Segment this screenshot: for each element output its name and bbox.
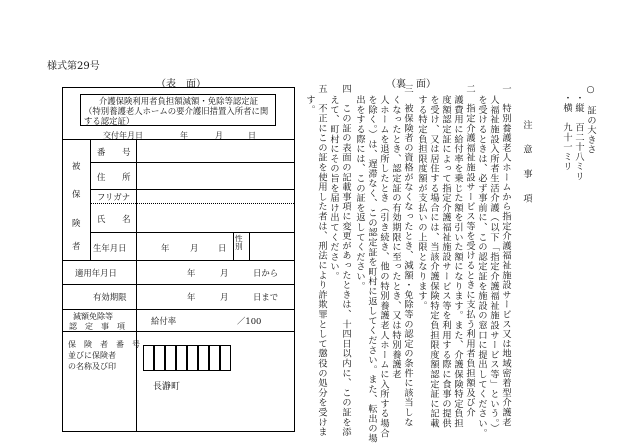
insurer-label-line2: 並びに保険者 (68, 351, 116, 360)
grid-line (63, 139, 294, 140)
name-label: 氏 名 (97, 214, 131, 224)
expiry-date-label: 有効期限 (93, 292, 127, 302)
front-side-heading: （表 面） (156, 79, 206, 90)
gender-label: 性別 (235, 234, 243, 252)
start-year-unit: 年 (187, 268, 196, 278)
reduction-label-line2: 認 定 事 項 (69, 322, 125, 331)
card-size-height: ・縦 百二十八ミリ (573, 93, 584, 182)
insurer-label-line3: の名称及び印 (68, 362, 116, 371)
note-5-col-2: す。 (304, 95, 315, 115)
grid-line (90, 189, 294, 190)
start-date-suffix: 日から (253, 268, 279, 278)
grid-line (90, 232, 294, 233)
insurer-label-line1: 保 険 者 番 号 (68, 340, 140, 349)
insurer-number-box (176, 345, 187, 371)
note-1-col-3: を受けるときは、必ず事前に、この認定証を施設の窓口に提出してください。 (476, 95, 487, 438)
note-2-col-3: 度額認定証によって指定介護福祉施設サービス等を利用する際に食事の提供 (440, 95, 451, 429)
issue-day-unit: 日 (248, 131, 256, 140)
grid-line (90, 139, 91, 260)
note-4-col-1: 四 この証の表面の記載事項に変更があったときは、十四日以内に、この証を添 (340, 84, 351, 437)
certificate-title-box (80, 94, 276, 126)
note-1-col-1: 一 特別養護老人ホームから指定介護福祉施設サービス又は地域密着型介護老 (500, 84, 511, 427)
card-size-heading: ○ 証の大きさ (585, 84, 596, 155)
grid-line (249, 232, 250, 260)
birth-date-label: 生年月日 (93, 243, 127, 253)
insured-label-char-2: 保 (72, 189, 81, 199)
card-size-width: ・横 九十一ミリ (561, 93, 572, 172)
insurer-number-box (154, 345, 165, 371)
benefit-rate-label: 給付率 (151, 316, 177, 326)
note-2-col-2: 護費用に給付率を乗じた額を引いた額になります。また、介護保険特定負担 (452, 95, 463, 429)
note-2-col-1: 二 指定介護福祉施設サービス等を受けるときに支払う利用者負担額及び介 (464, 84, 475, 418)
expiry-year-unit: 年 (187, 292, 196, 302)
expiry-month-unit: 月 (220, 292, 229, 302)
insurer-number-box (165, 345, 176, 371)
expiry-date-suffix: 日まで (253, 292, 279, 302)
note-5-col-1: 五 不正にこの証を使用した者は、刑法により詐欺罪として懲役の処分を受けま (316, 84, 327, 437)
issue-year-unit: 年 (180, 131, 188, 140)
reduction-label-line1: 減額免除等 (73, 312, 113, 321)
grid-line (136, 139, 137, 309)
notes-title: 注 意 事 項 (521, 120, 532, 206)
note-4-col-2: えて、町村にその旨を届け出てください。 (328, 95, 339, 282)
insurer-number-box (220, 345, 231, 371)
insurer-name: 長瀞町 (153, 382, 181, 392)
start-date-label: 適用年月日 (75, 268, 117, 278)
issue-month-unit: 月 (215, 131, 223, 140)
note-2-col-4: を受け、又は居住する場合には、当該介護保険特定負担限度額認定証に記載 (428, 95, 439, 429)
insurer-number-box (198, 345, 209, 371)
address-label: 住 所 (97, 172, 131, 182)
grid-line (90, 162, 294, 163)
grid-line (136, 309, 137, 331)
note-3-col-2: くなったとき、認定証の有効期限に至ったとき、又は特別養護老 (390, 95, 401, 380)
back-side-heading: （裏 面） (386, 79, 436, 90)
note-2-col-5: する特定負担限度額が支払いの上限となります。 (416, 95, 427, 311)
birth-day-unit: 日 (218, 243, 227, 253)
insured-label-char-4: 者 (72, 241, 81, 251)
insurer-number-box (143, 345, 154, 371)
insurer-number-box (187, 345, 198, 371)
certificate-front (62, 87, 295, 432)
note-3-col-1: 三 被保険者の資格がなくなったとき、減額・免除等の認定の条件に該当しな (402, 84, 413, 427)
grid-line (233, 232, 234, 260)
furigana-label: フリガナ (97, 192, 131, 202)
insured-label-char-3: 険 (72, 218, 81, 228)
note-1-col-2: 人福祉施設入所者生活介護（以下「指定介護福祉施設サービス等」という。） (488, 95, 499, 434)
grid-line (63, 260, 294, 261)
benefit-rate-value: ／100 (237, 316, 262, 326)
birth-year-unit: 年 (161, 243, 170, 253)
start-month-unit: 月 (220, 268, 229, 278)
issue-date-label: 交付年月日 (103, 131, 143, 140)
note-3-col-5: 出をする際には、この証を返してください。 (354, 95, 365, 291)
note-3-col-3: 人ホームを退所したとき（引き続き、他の特別養護老人ホームに入所する場合 (378, 95, 389, 438)
certificate-subtitle-line1: （特別養護老人ホームの要介護旧措置入所者に関 (84, 106, 269, 117)
number-label: 番 号 (97, 147, 131, 157)
form-number: 様式第29号 (47, 61, 100, 72)
certificate-title: 介護保険利用者負担額減額・免除等認定証 (98, 96, 259, 106)
note-3-col-4: を除く。）は、遅滞なく、この認定証を町村に返してください。また、転出の場 (366, 95, 377, 443)
certificate-subtitle-line2: する認定証） (84, 116, 135, 127)
grid-line (63, 284, 294, 285)
grid-line (90, 203, 294, 204)
insured-label-char-1: 被 (72, 161, 81, 171)
birth-month-unit: 月 (190, 243, 199, 253)
grid-line (63, 309, 294, 310)
insurer-number-box (209, 345, 220, 371)
